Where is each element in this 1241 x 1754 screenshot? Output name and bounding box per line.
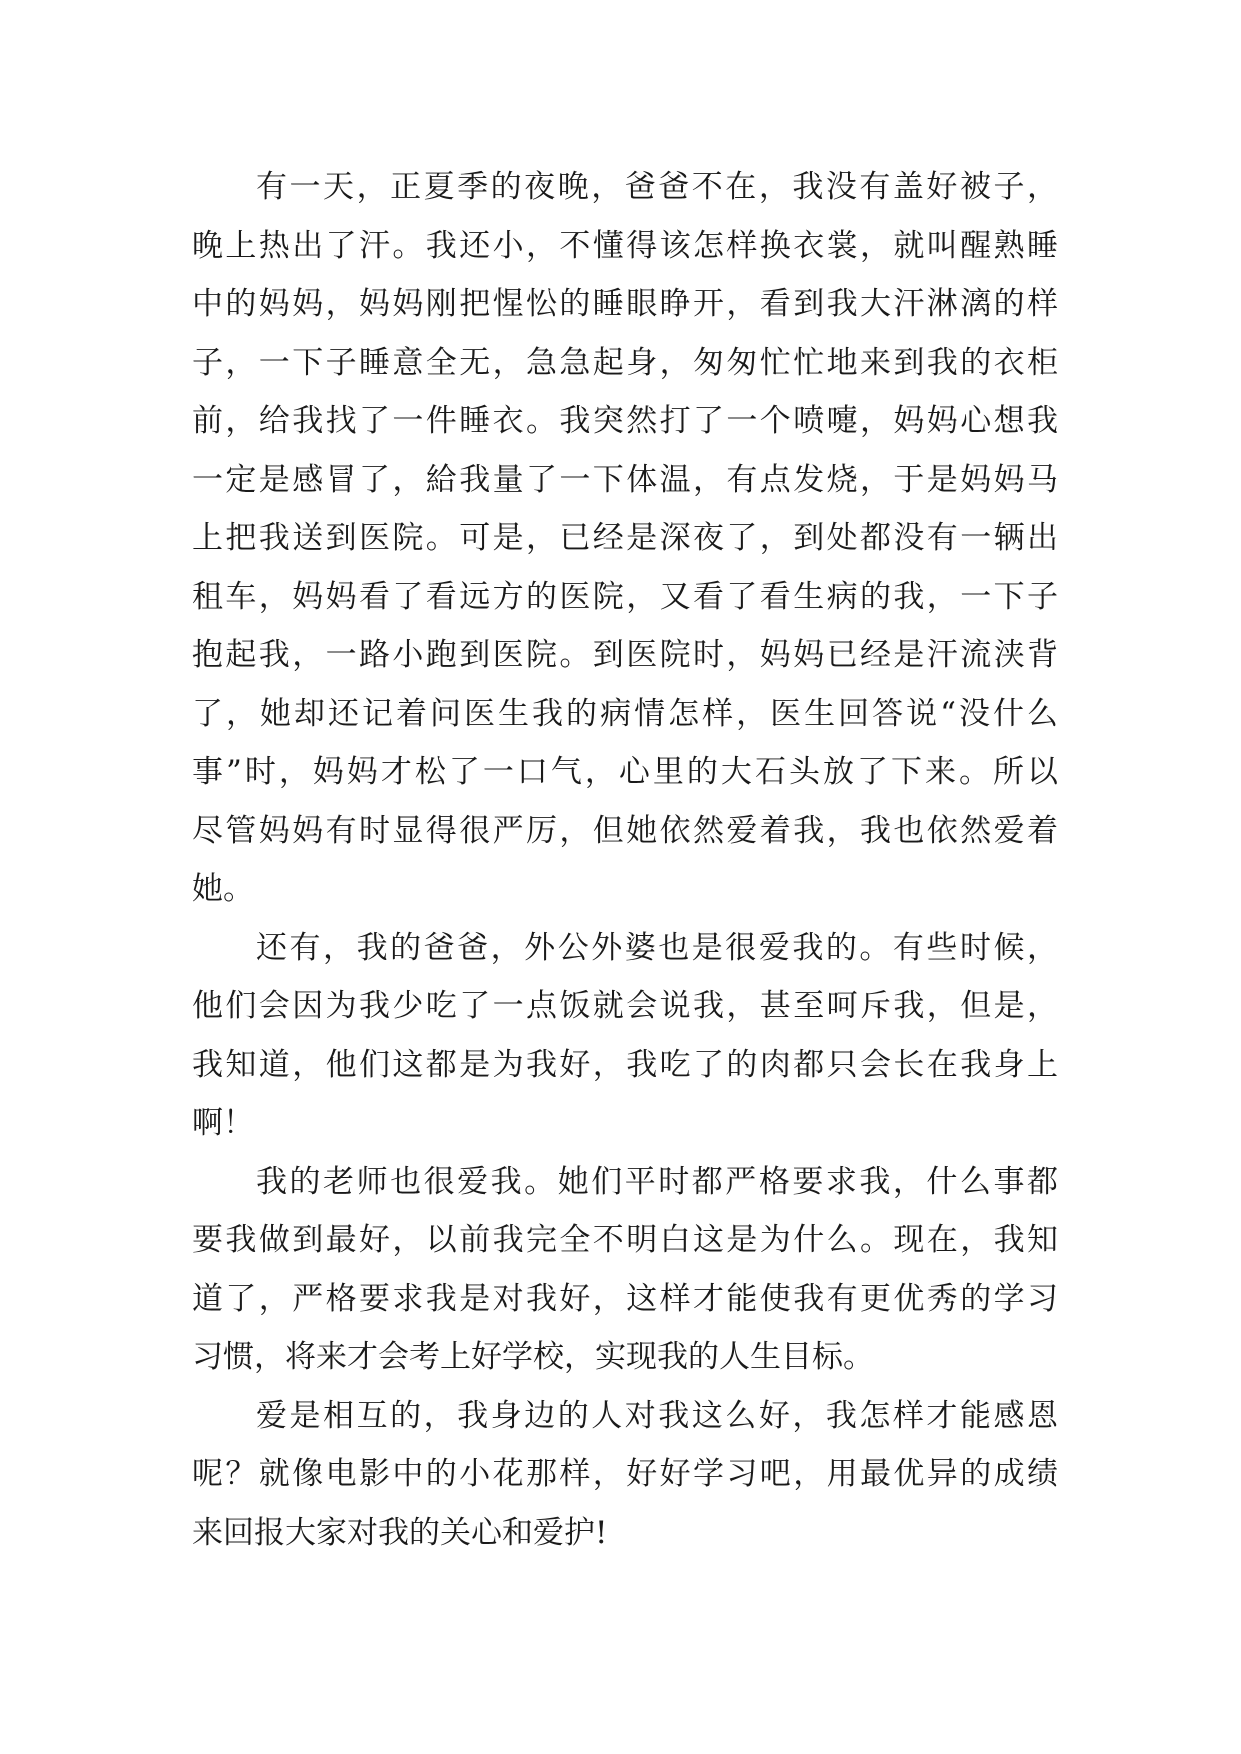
paragraph-2-line-2: 他们会因为我少吃了一点饭就会说我，甚至呵斥我，但是， — [192, 988, 1058, 1024]
paragraph-1-line-11: 事”时，妈妈才松了一口气，心里的大石头放了下来。所以 — [192, 754, 1058, 790]
paragraph-4-line-3: 来回报大家对我的关心和爱护! — [192, 1514, 608, 1551]
paragraph-1-line-1: 有一天，正夏季的夜晚，爸爸不在，我没有盖好被子， — [256, 169, 1058, 205]
paragraph-3-line-3: 道了，严格要求我是对我好，这样才能使我有更优秀的学习 — [192, 1280, 1058, 1317]
paragraph-4-line-1: 爱是相互的，我身边的人对我这么好，我怎样才能感恩 — [256, 1397, 1058, 1434]
paragraph-1-line-6: 一定是感冒了，給我量了一下体温，有点发烧，于是妈妈马 — [192, 461, 1058, 498]
paragraph-2-line-4: 啊！ — [192, 1105, 254, 1141]
paragraph-3-line-1: 我的老师也很爱我。她们平时都严格要求我，什么事都 — [256, 1163, 1058, 1200]
paragraph-2-line-3: 我知道，他们这都是为我好，我吃了的肉都只会长在我身上 — [192, 1046, 1058, 1083]
paragraph-1-line-3: 中的妈妈，妈妈刚把惺忪的睡眼睁开，看到我大汗淋漓的样 — [192, 286, 1058, 322]
paragraph-1-line-8: 租车，妈妈看了看远方的医院，又看了看生病的我，一下子 — [192, 578, 1058, 615]
paragraph-1-line-12: 尽管妈妈有时显得很严厉，但她依然爱着我，我也依然爱着 — [192, 812, 1058, 849]
document-body — [192, 158, 1058, 1562]
paragraph-4-line-2: 呢？就像电影中的小花那样，好好学习吧，用最优异的成绩 — [192, 1456, 1058, 1492]
paragraph-2-line-1: 还有，我的爸爸，外公外婆也是很爱我的。有些时候， — [256, 929, 1058, 966]
paragraph-1-line-5: 前，给我找了一件睡衣。我突然打了一个喷嚏，妈妈心想我 — [192, 403, 1058, 439]
paragraph-3-line-4: 习惯，将来才会考上好学校，实现我的人生目标。 — [192, 1339, 874, 1375]
paragraph-3-line-2: 要我做到最好，以前我完全不明白这是为什么。现在，我知 — [192, 1222, 1058, 1258]
paragraph-1-line-7: 上把我送到医院。可是，已经是深夜了，到处都没有一辆出 — [192, 520, 1058, 556]
paragraph-1-line-13: 她。 — [192, 871, 254, 907]
paragraph-1-line-9: 抱起我，一路小跑到医院。到医院时，妈妈已经是汗流浃背 — [192, 637, 1058, 673]
paragraph-1-line-10: 了，她却还记着问医生我的病情怎样，医生回答说“没什么 — [192, 695, 1058, 732]
paragraph-1-line-4: 子，一下子睡意全无，急急起身，匆匆忙忙地来到我的衣柜 — [192, 344, 1058, 381]
paragraph-1-line-2: 晚上热出了汗。我还小，不懂得该怎样换衣裳，就叫醒熟睡 — [192, 227, 1058, 264]
